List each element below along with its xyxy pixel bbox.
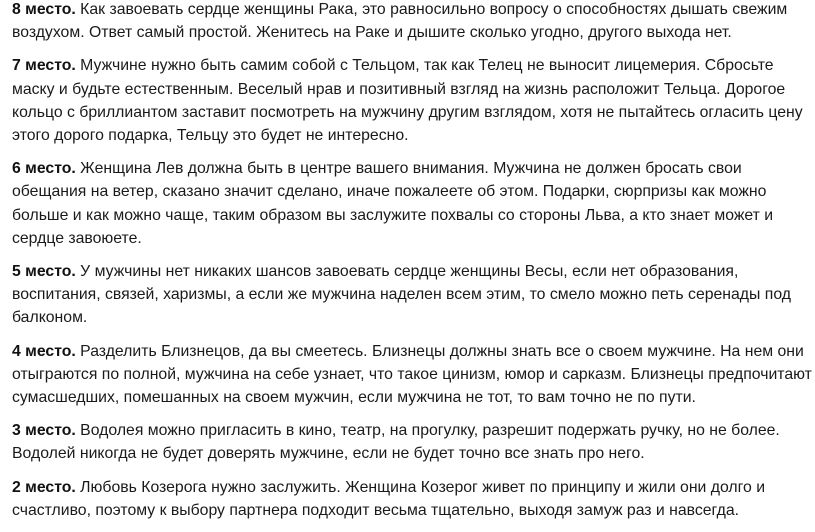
rank-label: 8 место.	[12, 1, 76, 18]
paragraph-text: Разделить Близнецов, да вы смеетесь. Близнецы должны знать все о своем мужчине. На нем они отыграются по полной, мужчина на себе узнает, что такое цинизм, юмор и сарказм. Близнецы предпочитают сумасшедших, помешанных на своем мужчин, если мужчина не тот, то вам точно не по пути.	[12, 342, 812, 407]
rank-label: 7 место.	[12, 57, 76, 75]
rank-label: 2 место.	[12, 478, 76, 496]
paragraph-rank-4	[12, 340, 812, 410]
paragraph-text: Водолея можно пригласить в кино, театр, на прогулку, разрешит подержать ручку, но не более. Водолей никогда не будет доверять мужчине, если не будет точно все знать про него.	[12, 422, 780, 463]
rank-label: 4 место.	[12, 342, 76, 360]
rank-label: 6 место.	[12, 160, 76, 178]
paragraph-rank-5	[12, 260, 812, 330]
rank-label: 3 место.	[12, 422, 76, 440]
paragraph-rank-2	[12, 476, 812, 522]
paragraph-rank-8	[12, 0, 812, 44]
paragraph-rank-7	[12, 54, 812, 147]
paragraph-text: Женщина Лев должна быть в центре вашего внимания. Мужчина не должен бросать свои обещания на ветер, сказано значит сделано, иначе пожалеете об этом. Подарки, сюрпризы как можно больше и как можно чаще, таким образом вы заслужите похвалы со стороны Льва, а кто знает может и сердце завоюете.	[12, 160, 774, 247]
paragraph-text: Как завоевать сердце женщины Рака, это равносильно вопросу о способностях дышать свежим воздухом. Ответ самый простой. Женитесь на Раке и дышите сколько угодно, другого выхода нет.	[12, 1, 788, 42]
paragraph-text: Любовь Козерога нужно заслужить. Женщина Козерог живет по принципу и жили они долго и счастливо, поэтому к выбору партнера подходит весьма тщательно, выходя замуж раз и навсегда.	[12, 478, 766, 519]
paragraph-text: Мужчине нужно быть самим собой с Тельцом, так как Телец не выносит лицемерия. Сбросьте маску и будьте естественным. Веселый нрав и позитивный взгляд на жизнь расположит Тельца. Дорогое кольцо с бриллиантом заставит посмотреть на мужчину другим взглядом, хотя не пытайтесь огласить цену этого дорого подарка, Тельцу это будет не интересно.	[12, 57, 803, 145]
article-body	[12, 0, 812, 532]
paragraph-rank-6	[12, 157, 812, 250]
paragraph-text: У мужчины нет никаких шансов завоевать сердце женщины Весы, если нет образования, воспитания, связей, харизмы, а если же мужчина наделен всем этим, то смело можно петь серенады под балконом.	[12, 263, 791, 327]
paragraph-rank-3	[12, 419, 812, 465]
rank-label: 5 место.	[12, 263, 76, 281]
